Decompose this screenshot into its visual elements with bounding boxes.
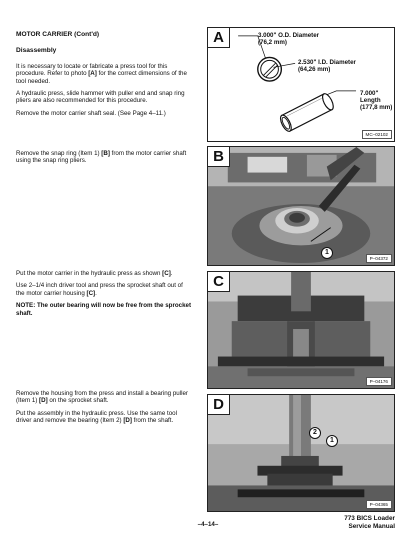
figure-ref: [A] [88, 70, 97, 78]
figure-a [207, 27, 395, 142]
hydraulic-press-photo [208, 272, 394, 388]
note-label: NOTE: [16, 302, 36, 310]
note [16, 302, 192, 317]
figure-code: P–04365 [366, 500, 392, 509]
callout-item-1: 1 [321, 247, 333, 259]
od-dimension: 3.000" O.D. Diameter (76,2 mm) [258, 32, 320, 46]
paragraph: Put the motor carrier in the hydraulic press as shown [C]. [16, 270, 173, 277]
figure-ref: [C] [86, 289, 96, 297]
figure-c [207, 271, 395, 389]
figure-letter: C [208, 272, 230, 292]
paragraph: Remove the motor carrier shaft seal. (See Page 4–11.) [16, 109, 166, 117]
paragraph: Use 2–1/4 inch driver tool and press the sprocket shaft out of the motor carrier housing [C]. [16, 282, 183, 297]
page-number: –4–14– [197, 521, 219, 528]
figure-ref: [D] [39, 397, 48, 405]
figure-code: P–04372 [366, 254, 392, 263]
text-block-2 [16, 150, 192, 170]
length-dimension: 7.000" Length (177,8 mm) [360, 90, 393, 111]
figure-ref: [B] [101, 150, 110, 157]
paragraph: Remove the snap ring (Item 1) [B] from the motor carrier shaft using the snap ring pliers. [16, 150, 187, 165]
figure-code: P–04176 [366, 377, 392, 386]
paragraph: A hydraulic press, slide hammer with puller end and snap ring pliers are also recommended for this procedure. [16, 90, 185, 105]
text-block-1 [16, 31, 192, 122]
figure-letter: A [208, 28, 230, 48]
id-dimension: 2.530" I.D. Diameter (64,26 mm) [298, 59, 356, 73]
figure-code: MC–02102 [362, 130, 392, 139]
paragraph: Remove the housing from the press and install a bearing puller (Item 1) [D] on the sprocket shaft. [16, 390, 188, 405]
figure-b [207, 146, 395, 266]
manual-title: 773 BICS Loader Service Manual [344, 515, 395, 530]
bearing-puller-photo [208, 395, 394, 511]
section-title: MOTOR CARRIER (Cont'd) [16, 31, 100, 38]
subsection-title: Disassembly [16, 47, 57, 55]
figure-ref: [C] [162, 270, 171, 277]
figure-d [207, 394, 395, 512]
text-block-3 [16, 270, 192, 322]
paragraph: It is necessary to locate or fabricate a press tool for this procedure. Refer to photo [A] for the correct dimensions of the tool needed. [16, 62, 187, 85]
text-block-4 [16, 390, 192, 430]
paragraph: Put the assembly in the hydraulic press. Use the same tool driver and remove the bearing (Item 2) [D] from the shaft. [16, 409, 177, 425]
figure-ref: [D] [123, 417, 132, 425]
note-text: The outer bearing will now be free from the sprocket shaft. [16, 302, 192, 317]
callout-item-2: 2 [309, 427, 321, 439]
snap-ring-photo [208, 147, 394, 265]
figure-letter: B [208, 147, 230, 167]
figure-letter: D [208, 395, 230, 415]
callout-item-1: 1 [326, 435, 338, 447]
